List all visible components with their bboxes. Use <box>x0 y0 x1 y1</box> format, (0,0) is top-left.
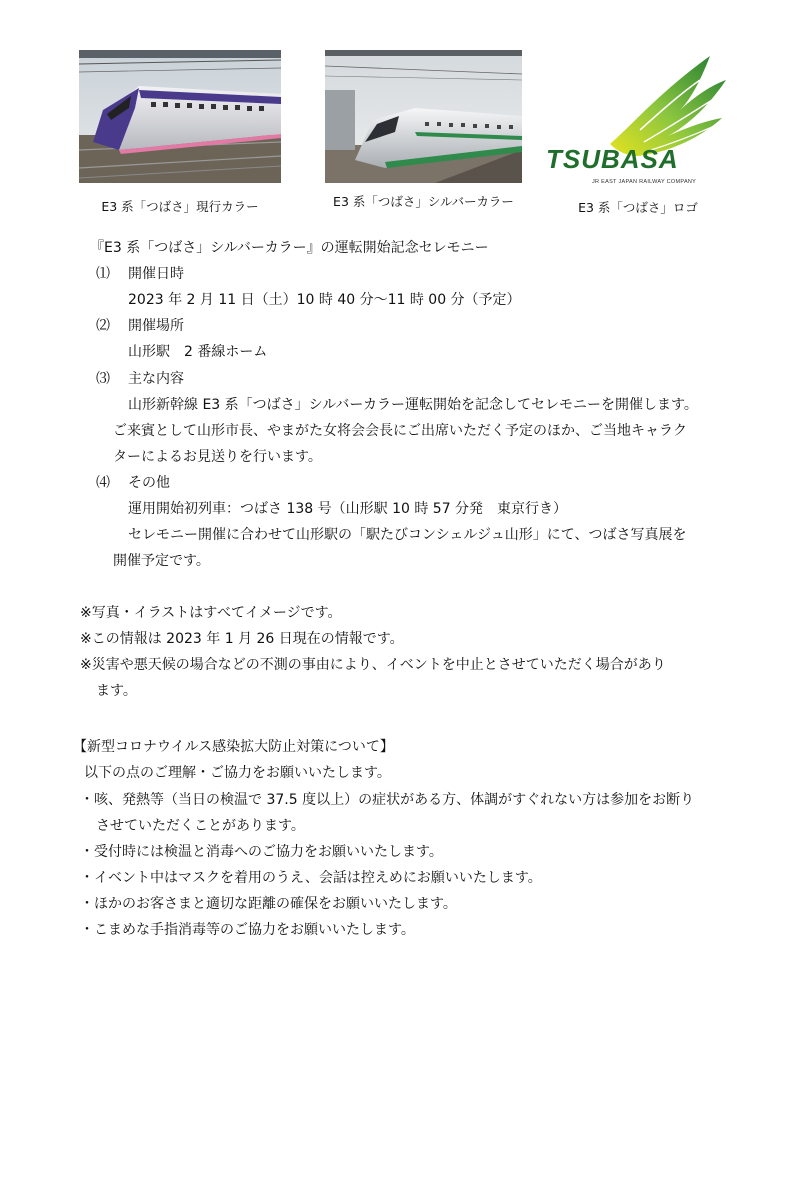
note-3-continued: ます。 <box>96 683 137 699</box>
covid-bullet-1: ・咳、発熱等（当日の検温で 37.5 度以上）の症状がある方、体調がすぐれない方は参加をお断り <box>80 792 695 808</box>
item-3-line-1: 山形新幹線 E3 系「つばさ」シルバーカラー運転開始を記念してセレモニーを開催します。 <box>128 397 698 413</box>
item-2-number: ⑵ <box>96 318 110 334</box>
item-2-heading: 開催場所 <box>128 318 184 334</box>
note-3: ※災害や悪天候の場合などの不測の事由により、イベントを中止とさせていただく場合があり <box>80 657 666 673</box>
item-4-heading: その他 <box>128 475 170 491</box>
item-1-number: ⑴ <box>96 266 110 282</box>
item-4-number: ⑷ <box>96 475 110 491</box>
train-current-illustration <box>79 50 281 183</box>
caption-silver-color: E3 系「つばさ」シルバーカラー <box>333 194 514 209</box>
item-3-line-2: ご来賓として山形市長、やまがた女将会会長にご出席いただく予定のほか、ご当地キャラク <box>113 423 687 439</box>
covid-bullet-3: ・イベント中はマスクを着用のうえ、会話は控えめにお願いいたします。 <box>80 870 542 886</box>
covid-bullet-2: ・受付時には検温と消毒へのご協力をお願いいたします。 <box>80 844 443 860</box>
item-2-line-1: 山形駅 2 番線ホーム <box>128 344 268 360</box>
note-2: ※この情報は 2023 年 1 月 26 日現在の情報です。 <box>80 631 404 647</box>
photo-silver-color-train <box>325 50 522 183</box>
covid-heading: 【新型コロナウイルス感染拡大防止対策について】 <box>73 739 394 755</box>
item-3-line-3: ターによるお見送りを行います。 <box>113 449 322 465</box>
train-silver-illustration <box>325 50 522 183</box>
caption-logo: E3 系「つばさ」ロゴ <box>578 200 698 215</box>
item-4-line-2: セレモニー開催に合わせて山形駅の「駅たびコンシェルジュ山形」にて、つばさ写真展を <box>128 527 687 543</box>
covid-bullet-4: ・ほかのお客さまと適切な距離の確保をお願いいたします。 <box>80 896 457 912</box>
caption-current-color: E3 系「つばさ」現行カラー <box>101 199 259 214</box>
covid-bullet-1-continued: させていただくことがあります。 <box>96 818 305 834</box>
item-3-number: ⑶ <box>96 371 110 387</box>
item-1-heading: 開催日時 <box>128 266 184 282</box>
tsubasa-logo <box>540 52 730 192</box>
item-3-heading: 主な内容 <box>128 371 184 387</box>
tsubasa-wordmark: TSUBASA <box>546 144 679 174</box>
note-1: ※写真・イラストはすべてイメージです。 <box>80 605 342 621</box>
event-title: 『E3 系「つばさ」シルバーカラー』の運転開始記念セレモニー <box>90 240 489 256</box>
photo-current-color-train <box>79 50 281 183</box>
covid-intro: 以下の点のご理解・ご協力をお願いいたします。 <box>84 765 391 781</box>
item-4-line-1: 運用開始初列車：つばさ 138 号（山形駅 10 時 57 分発 東京行き） <box>128 501 568 517</box>
item-4-line-3: 開催予定です。 <box>113 553 210 569</box>
item-1-line-1: 2023 年 2 月 11 日（土）10 時 40 分～11 時 00 分（予定） <box>128 292 521 308</box>
company-name: JR EAST JAPAN RAILWAY COMPANY <box>592 179 697 185</box>
covid-bullet-5: ・こまめな手指消毒等のご協力をお願いいたします。 <box>80 922 415 938</box>
